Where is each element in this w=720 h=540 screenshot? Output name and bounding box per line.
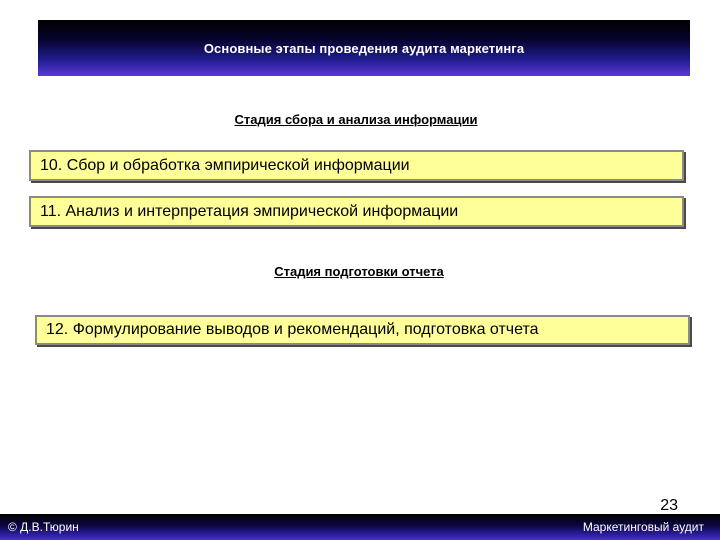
footer-course-title: Маркетинговый аудит xyxy=(582,520,704,534)
step-box-11 xyxy=(29,196,684,227)
step-label-10: 10. Сбор и обработка эмпирической информации xyxy=(40,156,410,174)
page-number: 23 xyxy=(660,497,678,514)
step-label-11: 11. Анализ и интерпретация эмпирической информации xyxy=(40,202,459,220)
slide-title: Основные этапы проведения аудита маркетинга xyxy=(203,40,525,56)
step-box-10 xyxy=(29,150,684,181)
step-label-12: 12. Формулирование выводов и рекомендаций, подготовка отчета xyxy=(46,321,539,338)
title-bar xyxy=(38,20,690,76)
footer-author: © Д.В.Тюрин xyxy=(8,520,79,534)
stage-heading-collection: Стадия сбора и анализа информации xyxy=(234,112,478,127)
step-box-12 xyxy=(35,315,690,345)
stage-heading-report: Стадия подготовки отчета xyxy=(274,264,444,279)
